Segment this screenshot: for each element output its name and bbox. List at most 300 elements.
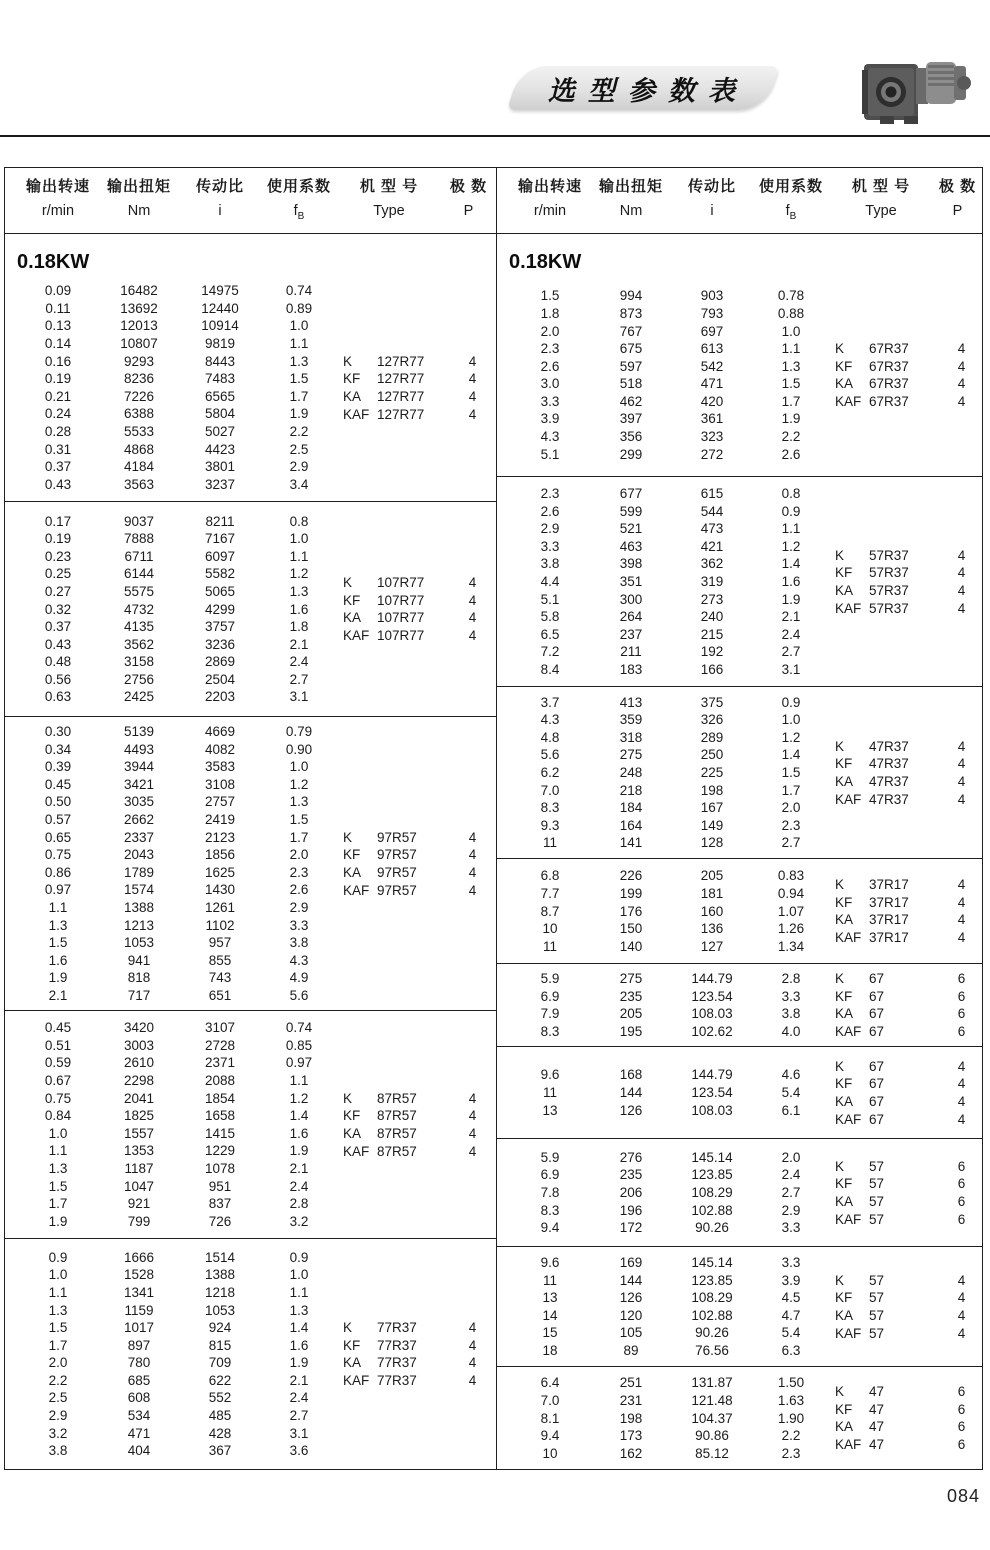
type-prefix: K (835, 547, 845, 563)
pole-cell: 6 (957, 1193, 966, 1209)
ratio-cell: 837 (208, 1196, 232, 1212)
torque-cell: 3420 (123, 1020, 155, 1036)
torque-cell: 3562 (123, 636, 155, 652)
type-row (497, 1175, 982, 1193)
ratio-cell: 471 (700, 376, 724, 392)
speed-cell: 3.3 (540, 538, 560, 554)
ratio-cell: 198 (700, 782, 724, 798)
fb-cell: 3.3 (781, 1220, 801, 1236)
torque-cell: 2043 (123, 847, 155, 863)
type-row (497, 1005, 982, 1023)
table-header-row (5, 168, 496, 234)
data-row (5, 547, 496, 565)
type-row (497, 1418, 982, 1436)
type-prefix: KA (343, 610, 362, 626)
ratio-cell: 12440 (201, 300, 239, 316)
torque-cell: 2756 (123, 671, 155, 687)
speed-cell: 5.8 (540, 609, 560, 625)
type-prefix: KA (835, 773, 854, 789)
speed-cell: 0.43 (44, 476, 72, 492)
ratio-cell: 362 (700, 556, 724, 572)
fb-cell: 1.0 (289, 1267, 309, 1283)
speed-cell: 0.19 (44, 371, 72, 387)
ratio-cell: 108.29 (691, 1185, 733, 1200)
fb-cell: 2.3 (289, 864, 309, 880)
ratio-cell: 1078 (204, 1160, 236, 1176)
torque-cell: 144 (619, 1085, 643, 1100)
header-unit: i (218, 202, 222, 219)
speed-cell: 1.5 (48, 935, 68, 951)
fb-cell: 6.3 (781, 1342, 801, 1358)
fb-cell: 1.1 (289, 1073, 309, 1089)
torque-cell: 3035 (123, 794, 155, 810)
ratio-cell: 4082 (204, 741, 236, 757)
pole-cell: 4 (468, 627, 477, 643)
fb-cell: 0.78 (777, 288, 805, 304)
speed-cell: 1.1 (48, 1284, 68, 1300)
speed-cell: 7.7 (540, 885, 560, 901)
torque-cell: 4868 (123, 441, 155, 457)
gearmotor-photo (860, 52, 972, 128)
pole-cell: 6 (957, 1401, 966, 1417)
pole-cell: 4 (957, 1325, 966, 1341)
block-body (5, 274, 496, 501)
type-row (497, 357, 982, 375)
fb-cell: 3.1 (781, 661, 801, 677)
type-row (497, 1400, 982, 1418)
type-stack (5, 1089, 496, 1159)
fb-cell: 1.1 (289, 336, 309, 352)
type-row (5, 370, 496, 388)
speed-cell: 15 (542, 1325, 558, 1341)
data-row (5, 1389, 496, 1407)
data-row (497, 1342, 982, 1360)
block-body (497, 859, 982, 963)
power-rating-label: 0.18KW (17, 251, 90, 273)
speed-cell: 1.5 (48, 1178, 68, 1194)
block-body (497, 274, 982, 476)
data-row (5, 1407, 496, 1425)
header-unit: i (710, 202, 714, 219)
ratio-cell: 121.48 (691, 1392, 733, 1408)
type-stack (5, 828, 496, 898)
fb-cell: 0.85 (285, 1037, 313, 1053)
pole-cell: 4 (957, 929, 966, 945)
speed-cell: 9.4 (540, 1220, 560, 1236)
speed-cell: 18 (542, 1342, 558, 1358)
type-prefix: KA (835, 1006, 854, 1022)
speed-cell: 3.7 (540, 694, 560, 710)
fb-cell: 2.7 (289, 1408, 309, 1424)
fb-cell: 3.8 (781, 1006, 801, 1022)
speed-cell: 4.3 (540, 429, 560, 445)
type-stack (497, 970, 982, 1040)
speed-cell: 8.3 (540, 1023, 560, 1039)
torque-cell: 172 (619, 1220, 643, 1236)
speed-cell: 2.3 (540, 486, 560, 502)
ratio-cell: 2123 (204, 829, 236, 845)
type-model: 127R77 (377, 406, 425, 422)
torque-cell: 10807 (120, 336, 158, 352)
fb-cell: 2.2 (289, 423, 309, 439)
fb-cell: 2.4 (781, 1167, 801, 1183)
ratio-cell: 128 (700, 835, 724, 851)
header-unit: r/min (533, 202, 567, 219)
ratio-cell: 3801 (204, 459, 236, 475)
fb-cell: 2.0 (289, 847, 309, 863)
pole-cell: 4 (957, 600, 966, 616)
pole-cell: 4 (468, 864, 477, 880)
data-row (5, 916, 496, 934)
type-row (497, 1075, 982, 1093)
data-row (5, 335, 496, 353)
fb-cell: 2.1 (781, 609, 801, 625)
data-row (5, 740, 496, 758)
ratio-cell: 205 (700, 868, 724, 884)
type-prefix: KF (835, 756, 853, 772)
header-col (671, 174, 753, 228)
speed-cell: 3.3 (540, 393, 560, 409)
type-model: 67 (869, 1058, 885, 1074)
type-prefix: KA (835, 1419, 854, 1435)
ratio-cell: 2371 (204, 1055, 236, 1071)
fb-cell: 2.8 (289, 1196, 309, 1212)
ratio-cell: 1625 (204, 864, 236, 880)
ratio-cell: 3237 (204, 476, 236, 492)
torque-cell: 521 (619, 521, 643, 537)
fb-cell: 2.7 (289, 671, 309, 687)
ratio-cell: 166 (700, 661, 724, 677)
header-col (753, 174, 829, 228)
ratio-cell: 4423 (204, 441, 236, 457)
type-row (497, 1193, 982, 1211)
type-model: 37R17 (869, 894, 909, 910)
data-row (5, 969, 496, 987)
ratio-cell: 815 (208, 1337, 232, 1353)
ratio-cell: 131.87 (691, 1375, 733, 1391)
torque-cell: 300 (619, 591, 643, 607)
data-row (5, 282, 496, 300)
type-row (497, 375, 982, 393)
speed-cell: 1.7 (48, 1196, 68, 1212)
ratio-cell: 90.26 (695, 1220, 729, 1236)
pole-cell: 6 (957, 1211, 966, 1227)
fb-cell: 1.07 (777, 903, 805, 919)
torque-cell: 2337 (123, 829, 155, 845)
section-title: 选型参数表 (548, 75, 748, 106)
torque-cell: 599 (619, 503, 643, 519)
type-model: 97R57 (377, 882, 417, 898)
fb-cell: 6.1 (781, 1102, 801, 1118)
type-row (5, 1125, 496, 1143)
type-model: 67 (869, 1093, 885, 1109)
fb-cell: 1.1 (781, 521, 801, 537)
type-row (497, 1436, 982, 1454)
ratio-cell: 1415 (204, 1125, 236, 1141)
pole-cell: 4 (957, 358, 966, 374)
data-row (5, 671, 496, 689)
type-row (5, 591, 496, 609)
type-prefix: KAF (343, 406, 370, 422)
type-prefix: KAF (835, 1325, 862, 1341)
speed-cell: 11 (542, 1272, 557, 1288)
type-row (497, 790, 982, 808)
speed-cell: 2.6 (540, 358, 560, 374)
data-row (5, 1019, 496, 1037)
type-model: 47R37 (869, 773, 909, 789)
torque-cell: 5139 (123, 724, 155, 740)
ratio-cell: 5582 (204, 566, 236, 582)
ratio-cell: 104.37 (691, 1410, 733, 1426)
torque-cell: 318 (619, 729, 643, 745)
fb-cell: 1.6 (289, 601, 309, 617)
ratio-cell: 123.85 (691, 1272, 733, 1288)
type-stack (497, 737, 982, 807)
ratio-cell: 2088 (204, 1073, 236, 1089)
type-model: 127R77 (377, 353, 425, 369)
torque-cell: 1159 (124, 1302, 154, 1318)
data-row (5, 1054, 496, 1072)
torque-cell: 9037 (123, 513, 155, 529)
ratio-cell: 136 (700, 921, 724, 937)
speed-cell: 6.9 (540, 988, 560, 1004)
speed-cell: 1.7 (48, 1337, 68, 1353)
ratio-cell: 1218 (204, 1284, 236, 1300)
type-row (5, 1319, 496, 1337)
pole-cell: 4 (957, 1272, 966, 1288)
type-model: 97R57 (377, 847, 417, 863)
header-col (509, 174, 591, 228)
torque-cell: 7226 (123, 388, 155, 404)
speed-cell: 1.1 (48, 899, 68, 915)
fb-cell: 0.88 (777, 305, 805, 321)
pole-cell: 6 (957, 1384, 966, 1400)
speed-cell: 0.16 (44, 353, 72, 369)
type-model: 67 (869, 971, 885, 987)
torque-cell: 184 (619, 800, 643, 816)
header-col (17, 174, 99, 228)
ratio-cell: 651 (208, 987, 232, 1003)
type-row (5, 609, 496, 627)
torque-cell: 206 (619, 1185, 643, 1200)
ratio-cell: 167 (700, 800, 724, 816)
block-body (497, 687, 982, 858)
speed-cell: 0.19 (44, 531, 72, 547)
fb-cell: 0.9 (781, 503, 801, 519)
speed-cell: 0.09 (44, 283, 72, 299)
speed-cell: 0.23 (44, 548, 72, 564)
speed-cell: 0.9 (48, 1249, 68, 1265)
speed-cell: 11 (542, 835, 557, 851)
ratio-cell: 123.54 (691, 988, 733, 1004)
torque-cell: 1017 (123, 1320, 155, 1336)
fb-cell: 1.2 (289, 566, 309, 582)
speed-cell: 2.3 (540, 341, 560, 357)
speed-cell: 5.1 (540, 446, 560, 462)
torque-cell: 1528 (123, 1267, 155, 1283)
fb-cell: 1.9 (289, 1143, 309, 1159)
pole-cell: 4 (957, 773, 966, 789)
torque-cell: 471 (127, 1425, 151, 1441)
data-row (497, 711, 982, 729)
fb-cell: 2.7 (781, 1185, 801, 1200)
ratio-cell: 4669 (204, 724, 236, 740)
type-stack (497, 876, 982, 946)
fb-cell: 1.0 (781, 712, 801, 728)
type-model: 107R77 (377, 610, 425, 626)
torque-cell: 780 (127, 1355, 151, 1371)
speed-cell: 8.4 (540, 661, 560, 677)
data-row (5, 300, 496, 318)
fb-cell: 4.6 (781, 1067, 801, 1083)
torque-cell: 1574 (123, 882, 155, 898)
type-row (497, 987, 982, 1005)
type-model: 97R57 (377, 829, 417, 845)
type-model: 47R37 (869, 756, 909, 772)
fb-cell: 0.9 (289, 1249, 309, 1265)
header-label: 输出扭矩 (106, 177, 171, 195)
type-stack (497, 340, 982, 410)
type-row (5, 1372, 496, 1390)
type-prefix: KAF (835, 929, 862, 945)
ratio-cell: 326 (700, 712, 724, 728)
type-model: 77R37 (377, 1320, 417, 1336)
type-model: 37R17 (869, 912, 909, 928)
fb-cell: 5.6 (289, 987, 309, 1003)
speed-cell: 8.7 (540, 903, 560, 919)
fb-cell: 0.8 (289, 513, 309, 529)
type-row (497, 546, 982, 564)
type-row (497, 1289, 982, 1307)
torque-cell: 4493 (123, 741, 155, 757)
data-row (5, 951, 496, 969)
table-block (497, 234, 982, 477)
fb-cell: 3.3 (781, 988, 801, 1004)
pole-cell: 4 (468, 1320, 477, 1336)
torque-cell: 196 (619, 1202, 643, 1218)
torque-cell: 1557 (123, 1125, 155, 1141)
speed-cell: 4.8 (540, 729, 560, 745)
torque-cell: 120 (619, 1307, 643, 1323)
table-block (5, 502, 496, 717)
data-row (497, 410, 982, 428)
data-row (5, 776, 496, 794)
torque-cell: 818 (127, 970, 151, 986)
header-label: 输出转速 (517, 177, 582, 195)
speed-cell: 7.0 (540, 1392, 560, 1408)
fb-cell: 1.5 (289, 371, 309, 387)
torque-cell: 5533 (123, 423, 155, 439)
type-model: 47 (869, 1384, 885, 1400)
type-model: 57 (869, 1158, 885, 1174)
pole-cell: 4 (957, 547, 966, 563)
type-prefix: K (343, 829, 353, 845)
speed-cell: 0.17 (44, 513, 72, 529)
data-row (5, 458, 496, 476)
speed-cell: 0.24 (44, 406, 72, 422)
speed-cell: 5.1 (540, 591, 560, 607)
type-row (497, 773, 982, 791)
fb-cell: 1.9 (781, 411, 801, 427)
ratio-cell: 1514 (204, 1249, 236, 1265)
block-body (497, 477, 982, 686)
header-col (337, 174, 441, 228)
torque-cell: 2298 (123, 1073, 155, 1089)
torque-cell: 205 (619, 1006, 643, 1022)
pole-cell: 4 (468, 1372, 477, 1388)
ratio-cell: 2419 (204, 812, 236, 828)
type-model: 47R37 (869, 791, 909, 807)
table-block (5, 234, 496, 502)
ratio-cell: 375 (700, 694, 724, 710)
torque-cell: 717 (127, 987, 151, 1003)
type-prefix: KF (835, 1290, 853, 1306)
torque-cell: 3421 (123, 776, 155, 792)
speed-cell: 6.2 (540, 765, 560, 780)
type-model: 57 (869, 1272, 885, 1288)
fb-cell: 0.8 (781, 486, 801, 502)
data-row (5, 1072, 496, 1090)
speed-cell: 1.3 (48, 917, 68, 933)
speed-cell: 0.27 (44, 583, 72, 599)
ratio-cell: 1053 (204, 1302, 236, 1318)
type-prefix: KF (835, 988, 853, 1004)
pole-cell: 6 (957, 1158, 966, 1174)
fb-cell: 2.4 (289, 1390, 309, 1406)
speed-cell: 10 (542, 1445, 558, 1461)
type-prefix: KAF (835, 1211, 862, 1227)
speed-cell: 0.11 (45, 300, 71, 316)
type-row (5, 1336, 496, 1354)
type-stack (5, 352, 496, 422)
torque-cell: 162 (619, 1445, 643, 1461)
pole-cell: 4 (468, 1125, 477, 1141)
pole-cell: 4 (468, 1337, 477, 1353)
speed-cell: 11 (542, 938, 557, 954)
torque-cell: 126 (619, 1290, 643, 1306)
torque-cell: 235 (619, 1167, 643, 1183)
header-unit: Type (865, 202, 897, 219)
type-row (497, 1271, 982, 1289)
type-prefix: KA (835, 912, 854, 928)
speed-cell: 0.59 (44, 1055, 72, 1071)
table-block (497, 964, 982, 1047)
speed-cell: 0.14 (44, 336, 72, 352)
ratio-cell: 8211 (205, 513, 235, 529)
torque-cell: 251 (619, 1375, 643, 1391)
fb-cell: 2.0 (781, 1149, 801, 1165)
fb-cell: 1.9 (289, 1355, 309, 1371)
type-stack (497, 1383, 982, 1453)
speed-cell: 2.5 (48, 1390, 68, 1406)
data-row (5, 1037, 496, 1055)
ratio-cell: 3583 (204, 759, 236, 775)
fb-cell: 1.26 (777, 921, 805, 937)
type-prefix: K (835, 1272, 845, 1288)
fb-cell: 1.0 (781, 323, 801, 339)
data-row (497, 428, 982, 446)
fb-cell: 2.7 (781, 835, 801, 851)
type-prefix: KF (343, 371, 361, 387)
table-header-row (497, 168, 982, 234)
speed-cell: 0.84 (44, 1108, 72, 1124)
type-row (5, 627, 496, 645)
pole-cell: 4 (957, 912, 966, 928)
speed-cell: 0.50 (44, 794, 72, 810)
type-row (497, 737, 982, 755)
type-row (497, 970, 982, 988)
torque-cell: 105 (619, 1325, 643, 1341)
